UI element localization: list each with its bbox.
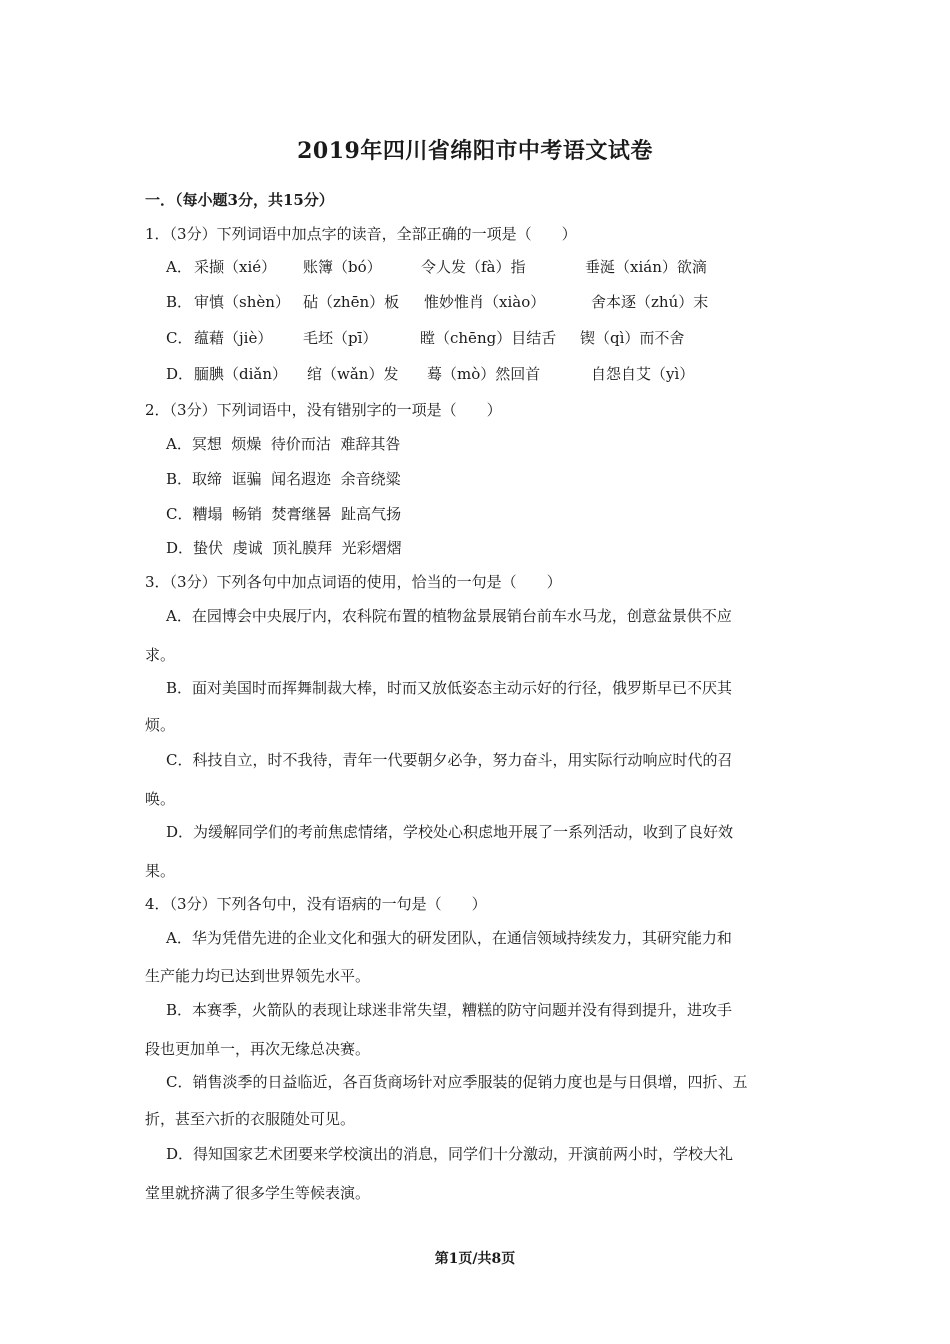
option-item: 瞠（chēng）目结舌 [420,329,557,347]
option-item: 砧（zhēn）板 [303,293,400,311]
question-4-stem: 4．（3分）下列各句中，没有语病的一句是（ ） [145,895,487,913]
option-item: 审慎（shèn） [194,293,290,311]
question-4-option-d-cont: 堂里就挤满了很多学生等候表演。 [145,1184,371,1202]
option-item: 自怨自艾（yì） [591,365,695,383]
option-item: 账簿（bó） [303,258,382,276]
option-item: 惟妙惟肖（xiào） [424,293,546,311]
question-3-option-a-cont: 求。 [145,646,176,664]
question-4-option-c: C．销售淡季的日益临近，各百货商场针对应季服装的促销力度也是与日俱增，四折、五 [166,1073,748,1091]
question-2-option-a: A．冥想 烦燥 待价而沽 难辞其咎 [166,435,401,453]
option-label: B． [166,293,193,311]
option-item: 毛坯（pī） [303,329,378,347]
question-2-option-b: B．取缔 诓骗 闻名遐迩 余音绕粱 [166,470,401,488]
question-3-option-d-cont: 果。 [145,862,176,880]
question-4-option-b-cont: 段也更加单一，再次无缘总决赛。 [145,1040,371,1058]
question-3-stem: 3．（3分）下列各句中加点词语的使用，恰当的一句是（ ） [145,573,562,591]
option-item: 采撷（xié） [194,258,277,276]
section-heading: 一．（每小题3分，共15分） [145,191,334,209]
question-3-option-c: C．科技自立，时不我待，青年一代要朝夕必争，努力奋斗，用实际行动响应时代的召 [166,751,733,769]
question-3-option-a: A．在园博会中央展厅内，农科院布置的植物盆景展销台前车水马龙，创意盆景供不应 [166,607,732,625]
question-4-option-a: A．华为凭借先进的企业文化和强大的研发团队，在通信领域持续发力，其研究能力和 [166,929,732,947]
question-2-option-c: C．糟塌 畅销 焚膏继晷 趾高气扬 [166,505,402,523]
question-4-option-b: B．本赛季，火箭队的表现让球迷非常失望，糟糕的防守问题并没有得到提升，进攻手 [166,1001,733,1019]
question-4-option-c-cont: 折，甚至六折的衣服随处可见。 [145,1110,356,1128]
question-3-option-b: B．面对美国时而挥舞制裁大棒，时而又放低姿态主动示好的行径，俄罗斯早已不厌其 [166,679,733,697]
option-label: C． [166,329,193,347]
question-3-option-d: D．为缓解同学们的考前焦虑情绪，学校处心积虑地开展了一系列活动，收到了良好效 [166,823,734,841]
option-item: 垂涎（xián）欲滴 [585,258,707,276]
question-2-stem: 2．（3分）下列词语中，没有错别字的一项是（ ） [145,401,502,419]
question-3-option-b-cont: 烦。 [145,716,176,734]
page-title: 2019年四川省绵阳市中考语文试卷 [297,138,653,164]
option-item: 锲（qì）而不舍 [580,329,685,347]
option-item: 令人发（fà）指 [421,258,526,276]
page-footer: 第1页/共8页 [434,1251,516,1267]
option-item: 腼腆（diǎn） [194,365,288,383]
question-4-option-a-cont: 生产能力均已达到世界领先水平。 [145,967,371,985]
option-item: 舍本逐（zhú）末 [591,293,709,311]
question-4-option-d: D．得知国家艺术团要来学校演出的消息，同学们十分激动，开演前两小时，学校大礼 [166,1145,734,1163]
option-label: A． [166,258,192,276]
option-label: D． [166,365,194,383]
question-2-option-d: D．蛰伏 虔诚 顶礼膜拜 光彩熠熠 [166,539,402,557]
option-item: 蓦（mò）然回首 [427,365,541,383]
option-item: 绾（wǎn）发 [307,365,399,383]
option-item: 蕴藉（jiè） [194,329,273,347]
question-3-option-c-cont: 唤。 [145,790,176,808]
question-1-stem: 1．（3分）下列词语中加点字的读音，全部正确的一项是（ ） [145,225,577,243]
